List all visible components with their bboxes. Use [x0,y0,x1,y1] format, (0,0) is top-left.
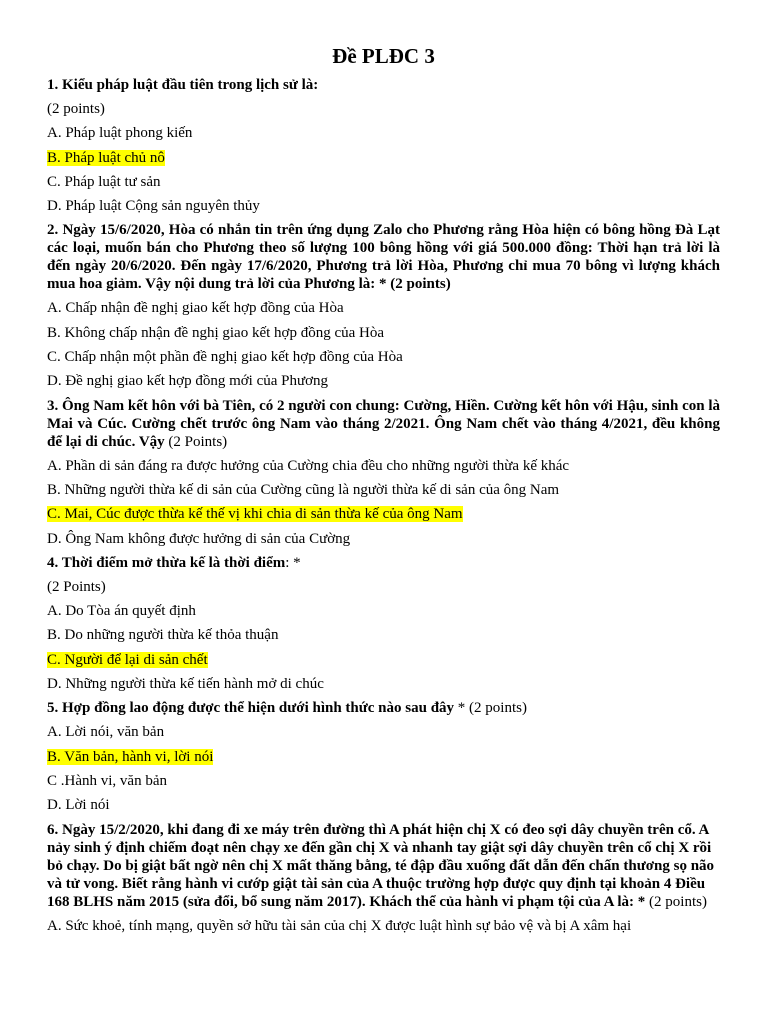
option-b-answer: B. Pháp luật chủ nô [47,149,165,166]
question-2 [47,221,720,390]
question-6 [47,821,720,935]
option-c: C. Chấp nhận một phần đề nghị giao kết hợp đồng của Hòa [47,349,403,366]
option-a: A. Do Tòa án quyết định [47,603,196,620]
question-stem: 5. Hợp đồng lao động được thể hiện dưới hình thức nào sau đây * (2 points) [47,700,527,717]
option-b: B. Do những người thừa kế thỏa thuận [47,627,279,644]
option-b: B. Không chấp nhận đề nghị giao kết hợp đồng của Hòa [47,324,385,341]
question-1 [47,76,720,215]
question-points: (2 Points) [47,578,106,595]
question-stem: 2. Ngày 15/6/2020, Hòa có nhắn tin trên ứng dụng Zalo cho Phương rằng Hòa hiện có bông hồng Đà Lạt các loại, muốn bán cho Phương theo số lượng 100 bông hồng với giá 500.000 đồng: Thời hạn trả lời là đến ngày 20/6/2020. Đến ngày 17/6/2020, Phương trả lời Hòa, Phương chỉ mua 70 bông vì lượng khách mua hoa giảm. Vậy nội dung trả lời của Phương là: * (2 points) [47,222,720,293]
option-a: A. Lời nói, văn bản [47,724,165,741]
document-title: Đề PLĐC 3 [332,44,435,68]
option-d: D. Lời nói [47,797,110,814]
option-c-answer: C. Mai, Cúc được thừa kế thế vị khi chia di sản thừa kế của ông Nam [47,506,463,523]
option-a: A. Pháp luật phong kiến [47,125,193,142]
option-d: D. Những người thừa kế tiến hành mở di chúc [47,676,324,693]
question-4 [47,554,720,693]
option-d: D. Đề nghị giao kết hợp đồng mới của Phương [47,373,329,390]
option-a: A. Phần di sản đáng ra được hưởng của Cường chia đều cho những người thừa kế khác [47,457,570,474]
question-points: (2 points) [645,893,707,910]
option-c: C .Hành vi, văn bản [47,772,167,789]
option-a: A. Sức khoẻ, tính mạng, quyền sở hữu tài sản của chị X được luật hình sự bảo vệ và bị A xâm hại [47,917,632,934]
question-stem: 3. Ông Nam kết hôn với bà Tiên, có 2 người con chung: Cường, Hiền. Cường kết hôn với Hậu, sinh con là Mai và Cúc. Cường chết trước ông Nam vào tháng 2/2021. Ông Nam chết vào tháng 4/2021, đều không để lại di chúc. Vậy (2 Points) [47,397,720,450]
option-b-answer: B. Văn bản, hành vi, lời nói [47,748,214,765]
question-points: (2 Points) [164,433,228,450]
question-points: * (2 points) [454,700,527,717]
option-d: D. Ông Nam không được hưởng di sản của Cường [47,530,351,547]
question-stem: 1. Kiểu pháp luật đầu tiên trong lịch sử là: [47,77,319,93]
option-b: B. Những người thừa kế di sản của Cường cũng là người thừa kế di sản của ông Nam [47,481,560,498]
option-c-answer: C. Người để lại di sản chết [47,651,208,668]
question-stem: 6. Ngày 15/2/2020, khi đang đi xe máy trên đường thì A phát hiện chị X có đeo sợi dây chuyền trên cổ. A nảy sinh ý định chiếm đoạt nên chạy xe đến gần chị X và nhanh tay giật sợi dây chuyền trên cổ chị X rồi bỏ chạy. Do bị giật bất ngờ nên chị X mất thăng bằng, té đập đầu xuống đất dẫn đến chấn thương sọ não và tử vong. Biết rằng hành vi cướp giật tài sản của A thuộc trường hợp được quy định tại khoản 4 Điều 168 BLHS năm 2015 (sửa đổi, bổ sung năm 2017). Khách thể của hành vi phạm tội của A là: * (2 points) [47,821,715,910]
question-5 [47,699,720,814]
question-points: (2 points) [47,101,105,117]
option-c: C. Pháp luật tư sản [47,173,161,190]
question-3 [47,397,720,548]
question-stem: 4. Thời điểm mở thừa kế là thời điểm: * [47,554,301,571]
option-d: D. Pháp luật Cộng sản nguyên thủy [47,198,260,215]
option-a: A. Chấp nhận đề nghị giao kết hợp đồng của Hòa [47,300,344,317]
